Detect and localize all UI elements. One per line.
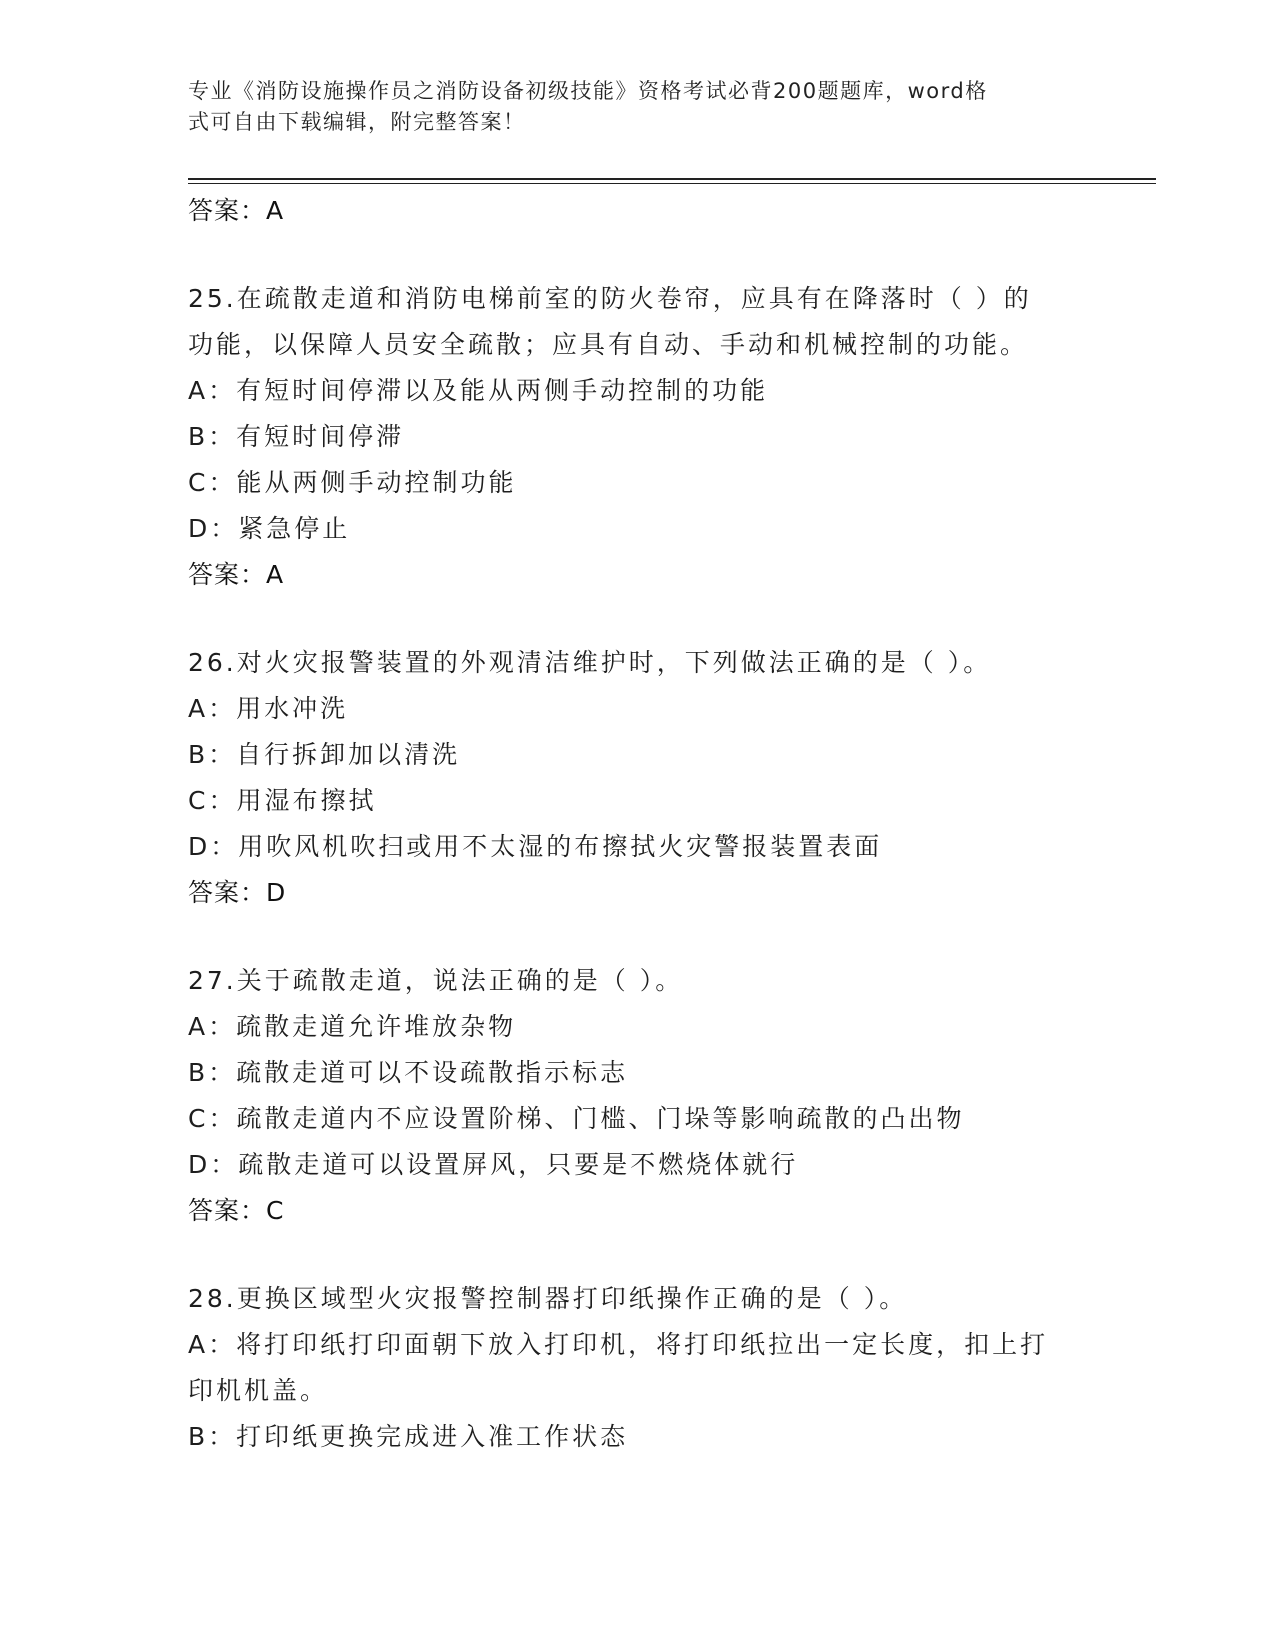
option-a: A：将打印纸打印面朝下放入打印机，将打印纸拉出一定长度，扣上打 xyxy=(188,1330,1049,1359)
question-stem: 28.更换区域型火灾报警控制器打印纸操作正确的是（ ）。 xyxy=(188,1284,908,1313)
answer-line: 答案：A xyxy=(188,196,285,225)
question-stem-continued: 功能，以保障人员安全疏散；应具有自动、手动和机械控制的功能。 xyxy=(188,330,1029,359)
header-rule-thick xyxy=(188,178,1156,180)
question-block xyxy=(188,958,1088,1234)
answer-line: 答案：A xyxy=(188,560,285,589)
question-stem: 25.在疏散走道和消防电梯前室的防火卷帘，应具有在降落时（ ）的 xyxy=(188,284,1032,313)
option-c: C：用湿布擦拭 xyxy=(188,786,377,815)
spacer xyxy=(188,916,1088,958)
document-header xyxy=(188,76,1068,138)
option-c: C：能从两侧手动控制功能 xyxy=(188,468,517,497)
option-d: D：用吹风机吹扫或用不太湿的布擦拭火灾警报装置表面 xyxy=(188,832,883,861)
header-line-1: 专业《消防设施操作员之消防设备初级技能》资格考试必背200题题库，word格 xyxy=(188,79,988,103)
option-b: B：有短时间停滞 xyxy=(188,422,405,451)
option-d: D：疏散走道可以设置屏风，只要是不燃烧体就行 xyxy=(188,1150,799,1179)
spacer xyxy=(188,234,1088,276)
option-b: B：自行拆卸加以清洗 xyxy=(188,740,461,769)
option-a: A：用水冲洗 xyxy=(188,694,349,723)
header-rule-thin xyxy=(188,183,1156,184)
header-line-2: 式可自由下载编辑，附完整答案！ xyxy=(188,110,526,134)
question-block xyxy=(188,276,1088,598)
option-b: B：打印纸更换完成进入准工作状态 xyxy=(188,1422,629,1451)
option-a: A：疏散走道允许堆放杂物 xyxy=(188,1012,517,1041)
option-a: A：有短时间停滞以及能从两侧手动控制的功能 xyxy=(188,376,769,405)
option-b: B：疏散走道可以不设疏散指示标志 xyxy=(188,1058,629,1087)
answer-line: 答案：C xyxy=(188,1196,285,1225)
question-block xyxy=(188,640,1088,916)
option-c: C：疏散走道内不应设置阶梯、门槛、门垛等影响疏散的凸出物 xyxy=(188,1104,965,1133)
option-d: D：紧急停止 xyxy=(188,514,351,543)
document-body xyxy=(188,188,1088,1460)
question-stem: 26.对火灾报警装置的外观清洁维护时，下列做法正确的是（ ）。 xyxy=(188,648,992,677)
question-block xyxy=(188,1276,1088,1460)
answer-line: 答案：D xyxy=(188,878,287,907)
option-a-continued: 印机机盖。 xyxy=(188,1376,329,1405)
spacer xyxy=(188,598,1088,640)
question-stem: 27.关于疏散走道，说法正确的是（ ）。 xyxy=(188,966,684,995)
spacer xyxy=(188,1234,1088,1276)
